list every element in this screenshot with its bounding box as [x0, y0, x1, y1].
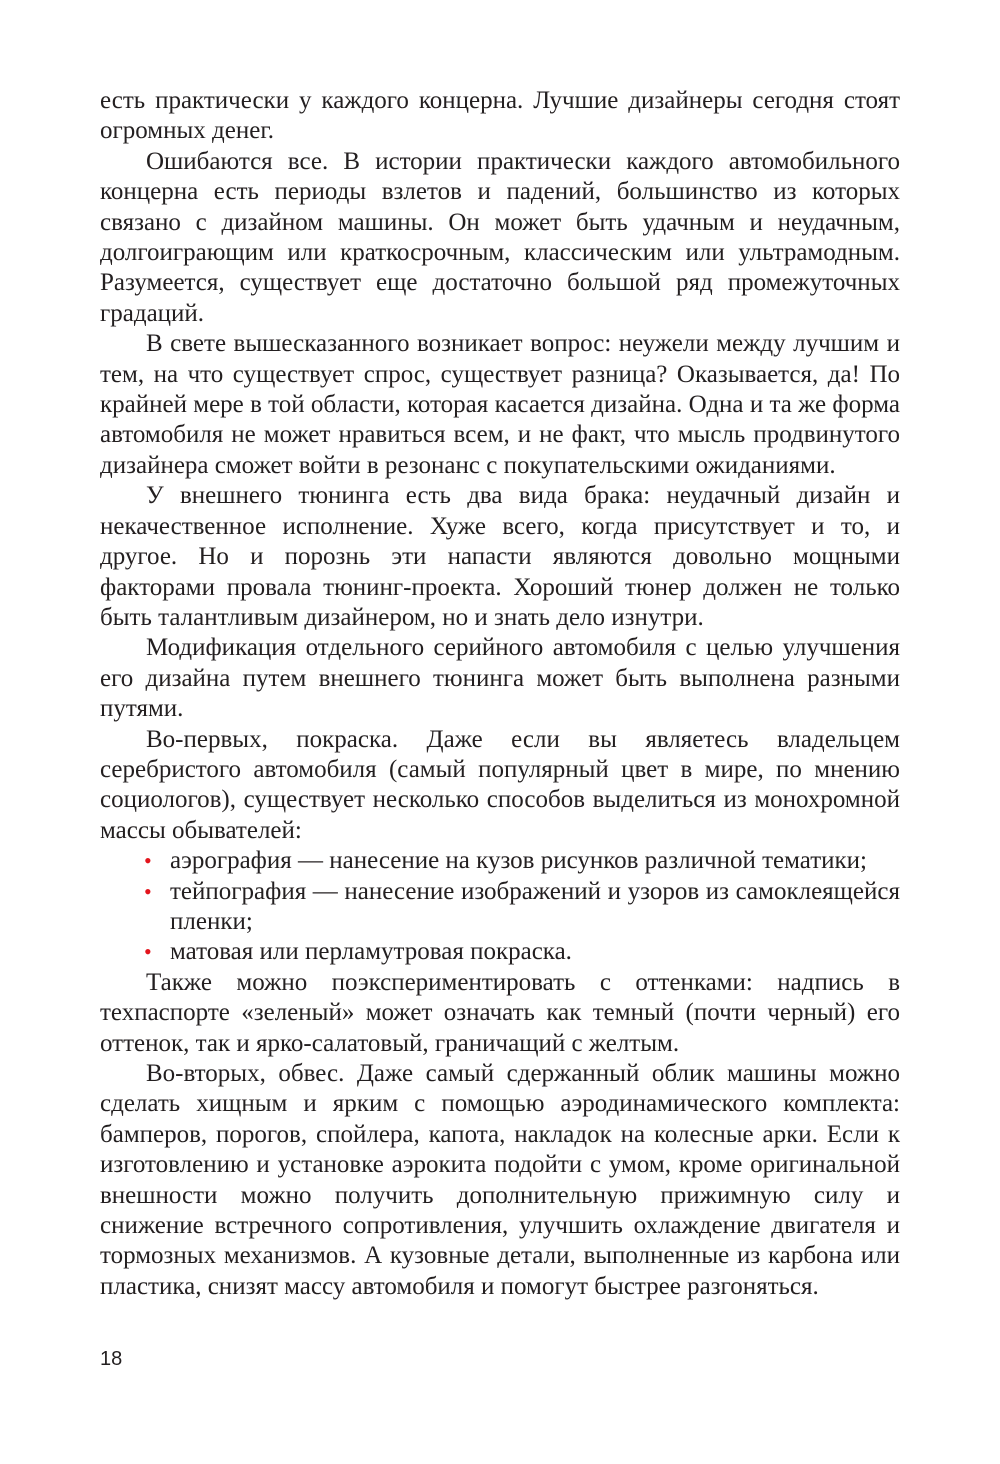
bullet-icon: • [144, 878, 152, 904]
page-number: 18 [100, 1348, 123, 1370]
list-item [100, 937, 900, 967]
paragraph: В свете вышесказанного возникает вопрос: неужели между лучшим и тем, на что существует спрос, существует разница? Оказывается, да! По крайней мере в той области, которая касается дизайна. Одна и та же форма автомобиля не может нравиться всем, и не факт, что мысль продвинутого дизайнера сможет войти в резонанс с покупательскими ожиданиями. [100, 330, 900, 479]
list-item [100, 877, 900, 938]
list-item-text: тейпография — нанесение изображений и узоров из самоклеящейся пленки; [170, 877, 900, 935]
list-item [100, 846, 900, 876]
list-item-text: матовая или перламутровая покраска. [170, 938, 572, 966]
paragraph: Также можно поэкспериментировать с оттенками: надпись в техпаспорте «зеленый» может означать как темный (почти черный) его оттенок, так и ярко-салатовый, граничащий с желтым. [100, 968, 900, 1057]
bullet-list [100, 846, 900, 968]
body-text [100, 86, 900, 1302]
paragraph: Во-вторых, обвес. Даже самый сдержанный облик машины можно сделать хищным и ярким с помощью аэродинамического комплекта: бамперов, порогов, спойлера, капота, накладок на колесные арки. Если к изготовлению и установке аэрокита подойти с умом, кроме оригинальной внешности можно получить дополнительную прижимную силу и снижение встречного сопротивления, улучшить охлаждение двигателя и тормозных механизмов. А кузовные детали, выполненные из карбона или пластика, снизят массу автомобиля и помогут быстрее разгоняться. [100, 1060, 900, 1300]
paragraph-continuation: есть практически у каждого концерна. Лучшие дизайнеры сегодня стоят огромных денег. [100, 87, 900, 145]
paragraph: Ошибаются все. В истории практически каждого автомобильного концерна есть периоды взлетов и падений, большинство из которых связано с дизайном машины. Он может быть удачным и неудачным, долгоиграющим или краткосрочным, классическим или ультрамодным. Разумеется, существует еще достаточно большой ряд промежуточных градаций. [100, 147, 900, 327]
bullet-icon: • [144, 848, 152, 874]
paragraph: Модификация отдельного серийного автомобиля с целью улучшения его дизайна путем внешнего тюнинга может быть выполнена разными путями. [100, 634, 900, 723]
bullet-icon: • [144, 939, 152, 965]
list-item-text: аэрография — нанесение на кузов рисунков различной тематики; [170, 847, 867, 875]
paragraph: Во-первых, покраска. Даже если вы являетесь владельцем серебристого автомобиля (самый популярный цвет в мире, по мнению социологов), существует несколько способов выделиться из монохромной массы обывателей: [100, 725, 900, 844]
paragraph: У внешнего тюнинга есть два вида брака: неудачный дизайн и некачественное исполнение. Хуже всего, когда присутствует и то, и другое. Но и порознь эти напасти являются довольно мощными факторами провала тюнинг-проекта. Хороший тюнер должен не только быть талантливым дизайнером, но и знать дело изнутри. [100, 482, 900, 631]
